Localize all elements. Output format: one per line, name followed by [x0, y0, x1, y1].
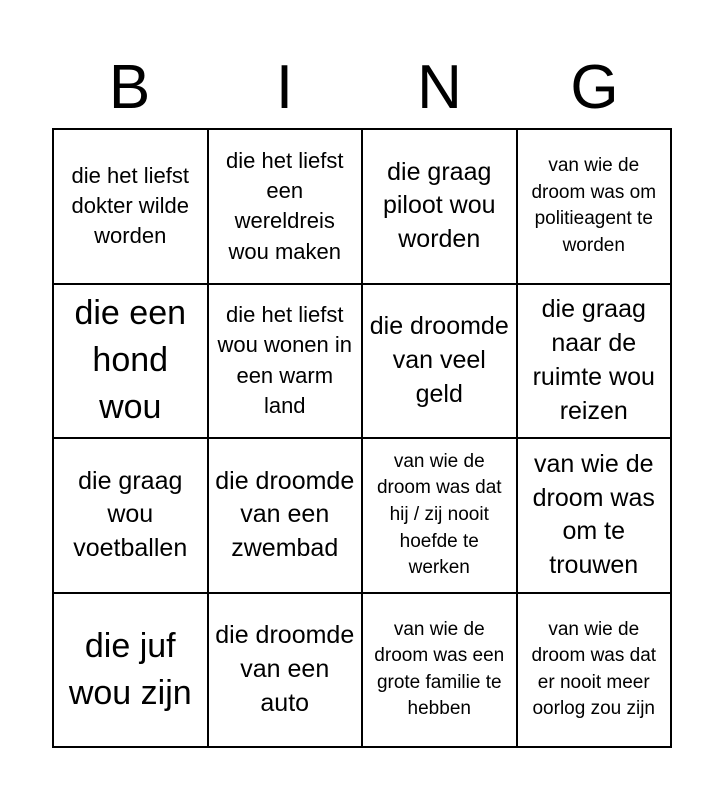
bingo-cell-r2c2[interactable]	[209, 285, 364, 440]
bingo-cell-text: van wie de droom was om te trouwen	[532, 449, 655, 579]
bingo-cell-text: die het liefst dokter wilde worden	[71, 162, 189, 249]
bingo-cell-r4c1[interactable]	[54, 594, 209, 749]
bingo-cell-r3c2[interactable]	[209, 439, 364, 594]
bingo-cell-text: van wie de droom was dat er nooit meer oorlog zou zijn	[531, 618, 657, 720]
bingo-cell-text: die een hond wou	[74, 294, 187, 427]
bingo-cell-r1c4[interactable]	[518, 130, 673, 285]
bingo-cell-text: van wie de droom was om politieagent te worden	[531, 155, 657, 256]
header-letter-n: N	[417, 53, 462, 122]
bingo-cell-r3c3[interactable]	[363, 439, 518, 594]
bingo-cell-text: die droomde van een zwembad	[215, 466, 355, 563]
bingo-cell-text: die graag wou voetballen	[73, 466, 188, 563]
bingo-cell-r2c1[interactable]	[54, 285, 209, 440]
bingo-card-grid	[52, 128, 672, 748]
bingo-cell-text: van wie de droom was een grote familie te hebben	[374, 618, 505, 720]
bingo-cell-text: die droomde van een auto	[215, 621, 355, 717]
bingo-cell-r3c1[interactable]	[54, 439, 209, 594]
header-letter-i: I	[275, 53, 294, 122]
bingo-cell-r4c3[interactable]	[363, 594, 518, 749]
bingo-cell-r1c2[interactable]	[209, 130, 364, 285]
bingo-header	[52, 48, 672, 128]
bingo-cell-text: die graag naar de ruimte wou reizen	[532, 295, 655, 425]
bingo-cell-text: die droomde van veel geld	[369, 312, 509, 408]
bingo-cell-text: die het liefst een wereldreis wou maken	[226, 147, 344, 264]
bingo-cell-r1c1[interactable]	[54, 130, 209, 285]
bingo-cell-r1c3[interactable]	[363, 130, 518, 285]
bingo-cell-text: van wie de droom was dat hij / zij nooit hoefde te werken	[376, 450, 502, 579]
bingo-cell-text: die graag piloot wou worden	[382, 157, 496, 254]
bingo-cell-r2c3[interactable]	[363, 285, 518, 440]
bingo-cell-r2c4[interactable]	[518, 285, 673, 440]
bingo-cell-r4c4[interactable]	[518, 594, 673, 749]
bingo-cell-r3c4[interactable]	[518, 439, 673, 594]
bingo-cell-text: die juf wou zijn	[68, 626, 192, 712]
bingo-cell-text: die het liefst wou wonen in een warm land	[217, 302, 353, 419]
header-letter-g: G	[570, 53, 619, 122]
header-letter-b: B	[108, 53, 151, 122]
bingo-cell-r4c2[interactable]	[209, 594, 364, 749]
